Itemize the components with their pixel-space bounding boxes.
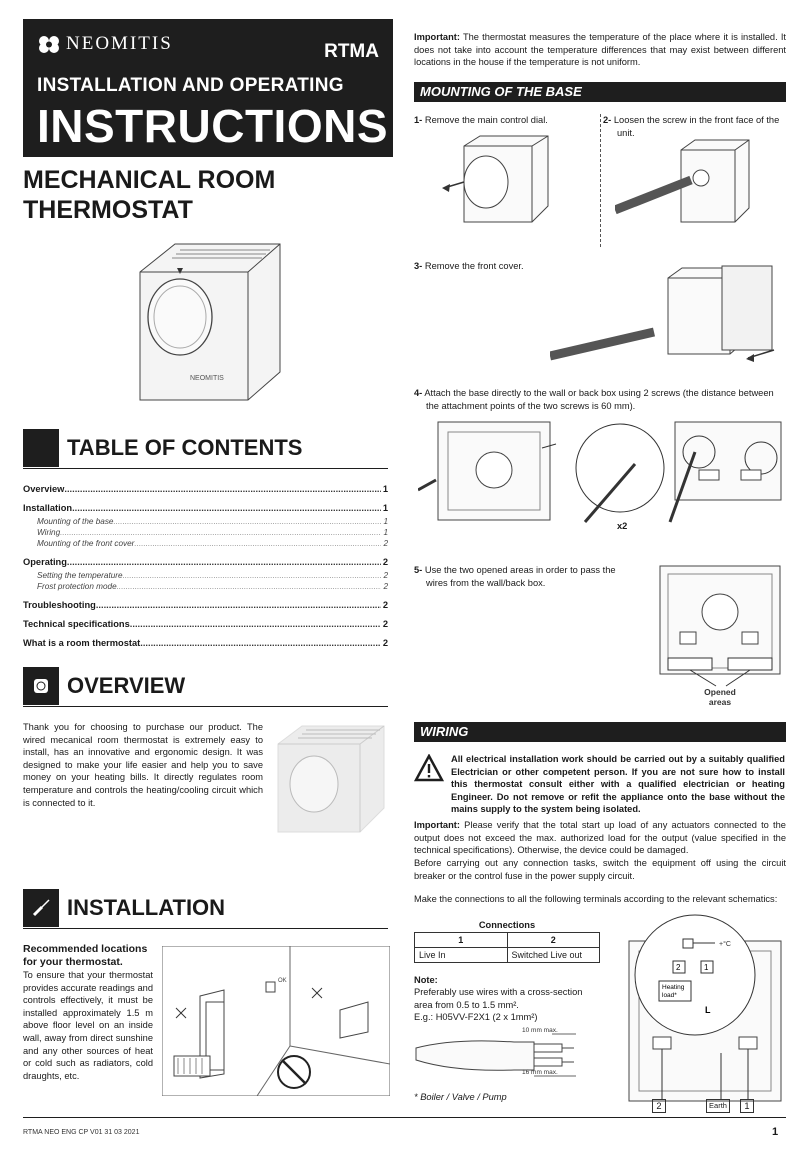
step3-illustration [550, 262, 785, 374]
header-subtitle: INSTALLATION AND OPERATING [37, 75, 344, 96]
thermostat-photo [272, 720, 390, 838]
mounting-base-bar: MOUNTING OF THE BASE [414, 82, 786, 101]
toc-entry[interactable]: Technical specifications ..... 2 [23, 619, 388, 629]
toc-entry[interactable]: Installation ..... 1 [23, 503, 388, 513]
step-5: 5- Use the two opened areas in order to pass the wires from the wall/back box. [414, 565, 616, 588]
toc-entry[interactable]: Operating ..... 2 [23, 557, 388, 567]
room-locations-illustration [162, 946, 390, 1096]
step1-illustration [440, 132, 560, 232]
terminal-2-label: 2 [652, 1099, 666, 1113]
header-banner [23, 19, 393, 157]
thermostat-icon [32, 677, 50, 695]
recommended-title: Recommended locations for your thermostat. [23, 943, 148, 968]
header-title: INSTRUCTIONS [37, 100, 388, 152]
toc-subentry[interactable]: Mounting of the base ..... 1 [23, 517, 388, 526]
toc-subentry[interactable]: Wiring ..... 1 [23, 528, 388, 537]
wiring-bar: WIRING [414, 722, 786, 741]
warning-icon [414, 754, 444, 782]
important-note: Important: The thermostat measures the temperature of the place where it is installed. It does not take into account the temperature differences that may exist between different locations in the house if the temperature is not uniform. [414, 32, 786, 68]
step-3: 3- Remove the front cover. [414, 261, 524, 271]
boiler-note: * Boiler / Valve / Pump [414, 1092, 507, 1102]
step4-base-illustration [418, 418, 558, 526]
dim-10-label: 10 mm max. [522, 1027, 558, 1034]
step-4: 4- Attach the base directly to the wall or back box using 2 screws (the distance between the attachment points of the two screws is 60 mm). [414, 388, 774, 411]
toc-entry[interactable]: What is a room thermostat ..... 2 [23, 638, 388, 648]
terminal-2-small: 2 [676, 963, 681, 972]
before-connection-text: Before carrying out any connection tasks, switch the equipment off using the circuit breaker or the control fuse in the power supply circuit. [414, 858, 786, 881]
toc-subentry[interactable]: Mounting of the front cover ..... 2 [23, 539, 388, 548]
recommended-text: To ensure that your thermostat provides accurate readings and controls effectively, it must be installed approximately 1.5 m above floor level on an inside wall, away from direct sunshine and any other sources of heat or cold such as radiators, cold draughts, etc. [23, 970, 153, 1081]
overview-heading: OVERVIEW [23, 666, 185, 706]
step4-detail-illustration [575, 418, 785, 530]
step-2: 2- Loosen the screw in the front face of the unit. [603, 115, 780, 138]
step2-illustration [615, 138, 785, 238]
page-number: 1 [772, 1126, 779, 1138]
make-connections-text: Make the connections to all the following terminals according to the relevant schematics: [414, 894, 778, 904]
heating-load-label-2: load* [662, 992, 677, 999]
model-name: RTMA [324, 41, 379, 62]
toc-subentry[interactable]: Frost protection mode ..... 2 [23, 582, 388, 591]
plus-c-label: +°C [719, 941, 731, 948]
document-code: RTMA NEO ENG CP V01 31 03 2021 [23, 1129, 140, 1136]
terminal-1-label: 1 [740, 1099, 754, 1113]
dim-16-label: 16 mm max. [522, 1069, 558, 1076]
brand-name: NEOMITIS [66, 33, 173, 54]
svg-text:NEOMITIS: NEOMITIS [190, 375, 224, 382]
connections-table: 1 2 Live In Switched Live out [414, 932, 600, 963]
note-text: Preferably use wires with a cross-section area from 0.5 to 1.5 mm². [414, 987, 583, 1010]
product-title: MECHANICAL ROOM THERMOSTAT [23, 166, 276, 224]
ok-label: OK [278, 978, 287, 984]
opened-areas-label: Opened areas [704, 687, 736, 707]
live-label: L [705, 1005, 711, 1015]
connections-title: Connections [478, 920, 536, 930]
toc-entry[interactable]: Overview ..... 1 [23, 484, 388, 494]
heating-load-label-1: Heating [662, 984, 685, 991]
x2-label: x2 [617, 521, 628, 531]
terminal-1-small: 1 [704, 963, 709, 972]
step-1: 1- Remove the main control dial. [414, 115, 548, 125]
note-example: E.g.: H05VV-F2X1 (2 x 1mm²) [414, 1012, 538, 1022]
installation-heading: INSTALLATION [23, 888, 225, 928]
toc-subentry[interactable]: Setting the temperature ..... 2 [23, 571, 388, 580]
screwdriver-icon [30, 897, 52, 919]
overview-text: Thank you for choosing to purchase our product. The wired mecanical room thermostat is extremely easy to install, has an innovative and ergonomic design. It was designed to make your life easier and help you to save money on your heating bills. It directly regulates room temperature and controls the heating/cooling circuit which is connected to it. [23, 722, 263, 808]
brand-logo [37, 33, 173, 55]
important-2: Important: Please verify that the total start up load of any actuators connected to the output does not exceed the max. authorized load for the output (value specified in the technical specifications). Otherwise, the device could be damaged. [414, 820, 786, 856]
flower-logo-icon [37, 34, 61, 54]
step5-illustration [656, 562, 784, 692]
toc-entry[interactable]: Troubleshooting ..... 2 [23, 600, 388, 610]
wire-strip-diagram [414, 1024, 600, 1080]
wiring-diagram [625, 913, 785, 1115]
warning-text: All electrical installation work should be carried out by a suitably qualified Electrician or other competent person. If you are not sure how to install this thermostat consult either with a qualified electrician or heating Engineer. Do not remove or refit the appliance onto the base without the mains supply to the system being isolated. [451, 754, 785, 815]
earth-label: Earth [706, 1099, 730, 1113]
note-label: Note: [414, 975, 438, 985]
toc-heading: TABLE OF CONTENTS [23, 428, 302, 468]
thermostat-illustration [130, 232, 290, 412]
